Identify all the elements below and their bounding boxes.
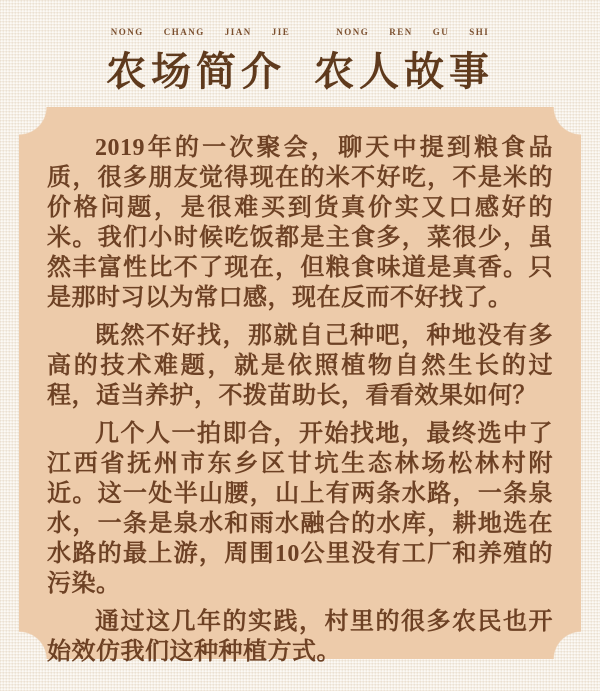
page-title-part-2: 农人故事 [314, 49, 494, 94]
pinyin-subtitle [0, 27, 600, 37]
story-paragraph: 几个人一拍即合，开始找地，最终选中了江西省抚州市东乡区甘坑生态林场松林村附近。这一处半山腰，山上有两条水路，一条泉水，一条是泉水和雨水融合的水库，耕地选在水路的最上游，周围10公里没有工厂和养殖的污染。 [47, 421, 553, 597]
farm-story-panel [19, 107, 581, 665]
story-paragraph: 2019年的一次聚会，聊天中提到粮食品质，很多朋友觉得现在的米不好吃，不是米的价格问题，是很难买到货真价实又口感好的米。我们小时候吃饭都是主食多，菜很少，虽然丰富性比不了现在，但粮食味道是真香。只是那时习以为常口感，现在反而不好找了。 [47, 135, 553, 311]
pinyin-word: REN [389, 27, 413, 37]
page-title-part-1: 农场简介 [106, 49, 286, 94]
pinyin-word: SHI [469, 27, 490, 37]
page-title [0, 50, 600, 94]
pinyin-word: NONG [336, 27, 370, 37]
pinyin-word: JIAN [224, 27, 252, 37]
pinyin-word: NONG [110, 27, 144, 37]
pinyin-group-left [111, 27, 291, 37]
section-header [0, 0, 600, 94]
story-paragraph: 既然不好找，那就自己种吧，种地没有多高的技术难题，就是依照植物自然生长的过程，适当养护，不拨苗助长，看看效果如何？ [47, 323, 553, 409]
story-paragraph: 通过这几年的实践，村里的很多农民也开始效仿我们这种种植方式。 [47, 609, 553, 665]
pinyin-word: GU [432, 27, 450, 37]
pinyin-word: CHANG [163, 27, 205, 37]
pinyin-word: JIE [271, 27, 291, 37]
pinyin-group-right [336, 27, 489, 37]
